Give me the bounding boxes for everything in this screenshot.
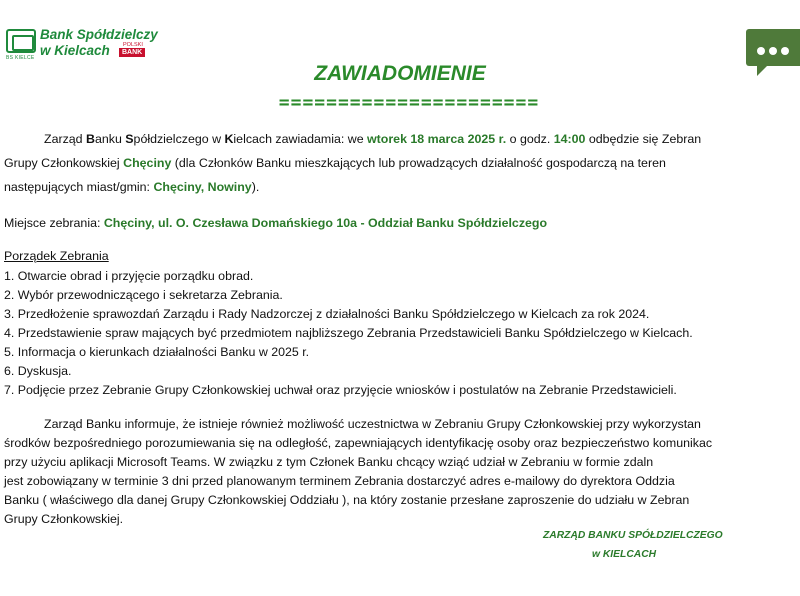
chat-dots	[757, 42, 793, 60]
logo-bank-badge: BANK	[119, 48, 145, 57]
signature-line-1: ZARZĄD BANKU SPÓŁDZIELCZEGO	[543, 530, 723, 541]
agenda-item: 7. Podjęcie przez Zebranie Grupy Członkowskiej uchwał oraz przyjęcie wniosków i postulatów na Zebranie Przedstawicieli.	[4, 383, 677, 397]
agenda-item: 3. Przedłożenie sprawozdań Zarządu i Rady Nadzorczej z działalności Banku Spółdzielczego w Kielcach za rok 2024.	[4, 307, 650, 321]
title-rule: ======================	[278, 92, 540, 113]
info-line: jest zobowiązany w terminie 3 dni przed planowanym terminem Zebrania dostarczyć adres e-mailowy do dyrektora Oddzia	[4, 474, 675, 488]
place-label: Miejsce zebrania:	[4, 216, 104, 230]
signature-line-2: w KIELCACH	[592, 549, 657, 560]
bank-logo	[6, 27, 176, 63]
intro-text: ielcach zawiadamia: we	[233, 132, 368, 146]
intro-line-3	[4, 178, 259, 197]
agenda-item: 6. Dyskusja.	[4, 364, 72, 378]
agenda-item: 1. Otwarcie obrad i przyjęcie porządku obrad.	[4, 269, 254, 283]
page-title: ZAWIADOMIENIE	[314, 62, 486, 85]
intro-text: o godz.	[506, 132, 554, 146]
intro-text: ).	[251, 180, 260, 194]
member-group: Chęciny	[123, 156, 172, 170]
intro-bold: K	[224, 132, 234, 146]
bank-logo-icon	[6, 29, 36, 53]
meeting-time: 14:00	[553, 132, 586, 146]
agenda-heading: Porządek Zebrania	[4, 249, 109, 263]
meeting-place	[4, 214, 547, 233]
info-line: przy użyciu aplikacji Microsoft Teams. W związku z tym Członek Banku chcący wziąć udział w Zebraniu w formie zdaln	[4, 455, 654, 469]
agenda-item: 4. Przedstawienie spraw mających być przedmiotem najbliższego Zebrania Przedstawicieli Banku Spółdzielczego w Kielcach.	[4, 326, 693, 340]
intro-line-1	[44, 130, 701, 149]
logo-subtext: BS KIELCE	[6, 55, 35, 61]
info-line: Grupy Członkowskiej.	[4, 512, 124, 526]
info-line: środków bezpośredniego porozumiewania się na odległość, zapewniających identyfikację osoby oraz bezpieczeństwo komunikac	[4, 436, 713, 450]
intro-text: Zarząd	[44, 132, 87, 146]
chat-bubble-icon[interactable]	[746, 29, 800, 66]
logo-line1: Bank Spółdzielczy	[40, 27, 158, 42]
agenda-item: 2. Wybór przewodniczącego i sekretarza Zebrania.	[4, 288, 283, 302]
intro-text: odbędzie się Zebran	[585, 132, 702, 146]
intro-text: (dla Członków Banku mieszkających lub prowadzących działalność gospodarczą na teren	[171, 156, 666, 170]
intro-text: następujących miast/gmin:	[4, 180, 154, 194]
intro-text: Grupy Członkowskiej	[4, 156, 124, 170]
info-line: Zarząd Banku informuje, że istnieje również możliwość uczestnictwa w Zebraniu Grupy Członkowskiej przy wykorzystan	[44, 417, 701, 431]
intro-text: anku	[94, 132, 126, 146]
intro-text: półdzielczego w	[133, 132, 225, 146]
logo-polski: POLSKI	[123, 42, 143, 48]
intro-line-2	[4, 154, 666, 173]
meeting-date: wtorek 18 marca 2025 r.	[367, 132, 507, 146]
agenda-item: 5. Informacja o kierunkach działalności Banku w 2025 r.	[4, 345, 310, 359]
towns: Chęciny, Nowiny	[153, 180, 252, 194]
place-value: Chęciny, ul. O. Czesława Domańskiego 10a - Oddział Banku Spółdzielczego	[103, 216, 548, 230]
intro-bold: B	[86, 132, 95, 146]
logo-line2: w Kielcach	[40, 43, 110, 58]
intro-bold: S	[125, 132, 134, 146]
info-line: Banku ( właściwego dla danej Grupy Członkowskiej Oddziału ), na który zostanie przesłane zaproszenie do udziału w Zebran	[4, 493, 690, 507]
